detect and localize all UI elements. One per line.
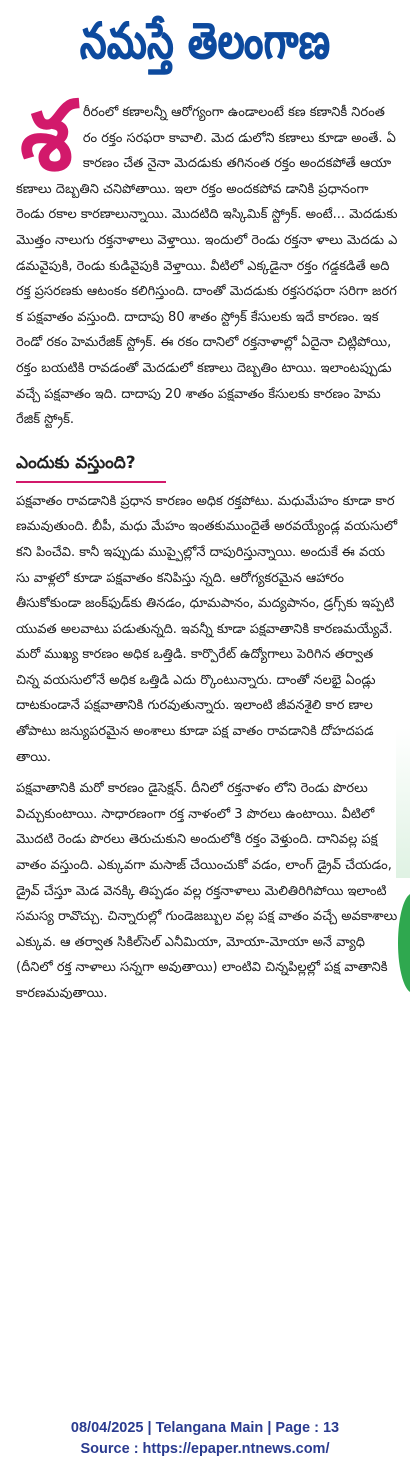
footer-source: Source : https://epaper.ntnews.com/ — [80, 1441, 330, 1457]
article-body — [16, 79, 398, 1013]
page-footer — [0, 1418, 410, 1460]
section-heading: ఎందుకు వస్తుంది? — [16, 452, 136, 473]
paragraph-dissection: పక్షవాతానికి మరో కారణం డైసెక్షన్. దీనిలో రక్తనాళం లోని రెండు పొరలు విచ్చుకుంటాయి. సాధారణంగా రక్త నాళంలో 3 పొరలు ఉంటాయి. వీటిలో మొదటి రెండు పొరలు తెరుచుకుని అందులోకి రక్తం వెళ్తుంది. దానివల్ల పక్షవాతం వస్తుంది. ఎక్కువగా మసాజ్ చేయించుకో వడం, లాంగ్ డ్రైవ్ చేయడం, డ్రైవ్ చేస్తూ మెడ వెనక్కి తిప్పడం వల్ల రక్తనాళాలు మెలితిరిగిపోయి ఇలాంటి సమస్య రావొచ్చు. చిన్నారుల్లో గుండెజబ్బుల వల్ల పక్ష వాతం వచ్చే అవకాశాలు ఎక్కువ. ఆ తర్వాత సికిల్‌సెల్ ఎనీమియా, మోయా-మోయా అనే వ్యాధి (దీనిలో రక్త నాళాలు సన్నగా అవుతాయి) లాంటివి చిన్నపిల్లల్లో పక్ష వాతానికి కారణమవుతాయి. — [16, 781, 398, 1001]
footer-date-edition: 08/04/2025 | Telangana Main | Page : 13 — [70, 1420, 340, 1436]
drop-cap: శ — [20, 79, 73, 192]
newspaper-logo: నమస్తే తెలంగాణ — [79, 10, 331, 70]
heading-underline — [16, 481, 166, 483]
lead-paragraph — [16, 79, 398, 433]
lead-text: రీరంలో కణాలన్నీ ఆరోగ్యంగా ఉండాలంటే కణ కణానికీ నిరంతరం రక్తం సరఫరా కావాలి. మెద డులోని కణాలు కూడా అంతే. ఏ కారణం చేత నైనా మెదడుకు తగినంత రక్తం అందకపోతే ఆయా కణాలు దెబ్బతిని చనిపోతాయి. ఇలా రక్తం అందకపోవ డానికి ప్రధానంగా రెండు రకాల కారణాలున్నాయి. మొదటిది ఇస్కిమిక్ స్ట్రోక్. అంటే... మెదడుకు మొత్తం నాలుగు రక్తనాళాలు వెళ్తాయి. ఇందులో రెండు రక్తనా ళాలు మెదడు ఎడమవైపుకి, రెండు కుడివైపుకి వెళ్తాయి. వీటిలో ఎక్కడైనా రక్తం గడ్డకడితే అది రక్త ప్రసరణకు ఆటంకం కలిగిస్తుంది. దాంతో మెదడుకు రక్తసరఫరా సరిగా జరగక పక్షవాతం వస్తుంది. దాదాపు 80 శాతం స్ట్రోక్ కేసులకు ఇదే కారణం. ఇక రెండో రకం హెమరేజిక్ స్ట్రోక్. ఈ రకం దానిలో రక్తనాళాల్లో ఏదైనా చిట్లిపోయి, రక్తం బయటికి రావడంతో మెదడులో కణాలు దెబ్బతిం టాయి. ఇలాంటప్పుడు వచ్చే పక్షవాతం ఇది. దాదాపు 20 శాతం పక్షవాతం కేసులకు కారణం హెమరేజిక్ స్ట్రోక్. — [16, 105, 398, 428]
side-ad-green-shape — [398, 893, 410, 993]
side-ad-fade — [396, 728, 410, 878]
paragraph-causes: పక్షవాతం రావడానికి ప్రధాన కారణం అధిక రక్తపోటు. మధుమేహం కూడా కారణమవుతుంది. బీపీ, మధు మేహం ఇంతకుముందైతే అరవయ్యేండ్ల వయసులో కని పించేవి. కానీ ఇప్పుడు ముప్పైల్లోనే దాపురిస్తున్నాయి. అందుకే ఈ వయసు వాళ్లలో కూడా పక్షవాతం కనిపిస్తు న్నది. ఆరోగ్యకరమైన ఆహారం తీసుకోకుండా జంక్‌ఫుడ్‌కు తినడం, ధూమపానం, మద్యపానం, డ్రగ్స్‌కు ఇప్పటి యువత అలవాటు పడుతున్నది. ఇవన్నీ కూడా పక్షవాతానికి కారణమయ్యేవే. మరో ముఖ్య కారణం అధిక ఒత్తిడి. కార్పొరేట్ ఉద్యోగాలు పెరిగిన తర్వాత చిన్న వయసులోనే అధిక ఒత్తిడి ఎదు ర్కొంటున్నారు. దాంతో నలభై ఏండ్లు దాటకుండానే పక్షవాతానికి గురవుతున్నారు. ఇలాంటి జీవనశైలి కార ణాలతోపాటు జన్యుపరమైన అంశాలు కూడా పక్ష వాతం రావడానికి దోహదపడతాయి. — [16, 493, 398, 765]
